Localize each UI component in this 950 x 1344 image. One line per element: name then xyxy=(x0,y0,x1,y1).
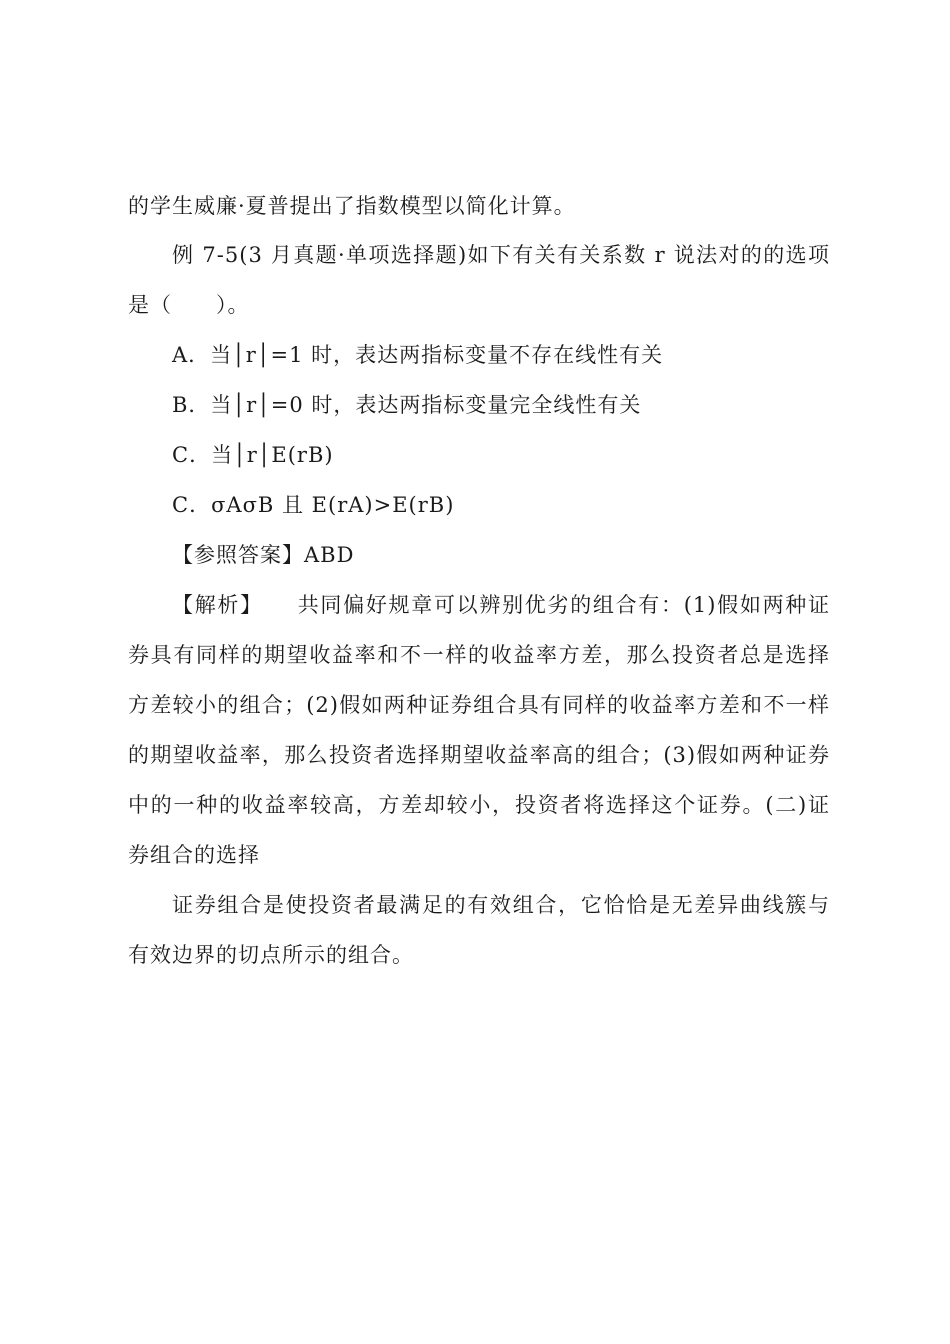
option-a: A．当│r│=1 时，表达两指标变量不存在线性有关 xyxy=(172,343,664,367)
option-b: B．当│r│=0 时，表达两指标变量完全线性有关 xyxy=(172,393,642,417)
portfolio-paragraph-line-2: 有效边界的切点所示的组合。 xyxy=(128,943,414,967)
analysis-line-6: 券组合的选择 xyxy=(128,843,260,867)
option-c-second: C．σAσB 且 E(rA)>E(rB) xyxy=(172,493,455,517)
analysis-line-1: 【解析】 共同偏好规章可以辨别优劣的组合有：(1)假如两种证 xyxy=(172,593,830,617)
analysis-line-2: 券具有同样的期望收益率和不一样的收益率方差，那么投资者总是选择 xyxy=(128,643,830,667)
example-question-line-1: 例 7-5(3 月真题·单项选择题)如下有关有关系数 r 说法对的的选项 xyxy=(172,243,830,267)
reference-answer: 【参照答案】ABD xyxy=(172,543,355,567)
option-c: C．当│r│E(rB) xyxy=(172,443,334,467)
analysis-line-3: 方差较小的组合；(2)假如两种证券组合具有同样的收益率方差和不一样 xyxy=(128,693,830,717)
analysis-line-4: 的期望收益率，那么投资者选择期望收益率高的组合；(3)假如两种证券 xyxy=(128,743,830,767)
analysis-line-5: 中的一种的收益率较高，方差却较小，投资者将选择这个证券。(二)证 xyxy=(128,793,830,817)
text-line-1: 的学生威廉·夏普提出了指数模型以简化计算。 xyxy=(128,194,576,218)
portfolio-paragraph-line-1: 证券组合是使投资者最满足的有效组合，它恰恰是无差异曲线簇与 xyxy=(172,893,830,917)
example-question-line-2: 是（ ）。 xyxy=(128,293,250,317)
